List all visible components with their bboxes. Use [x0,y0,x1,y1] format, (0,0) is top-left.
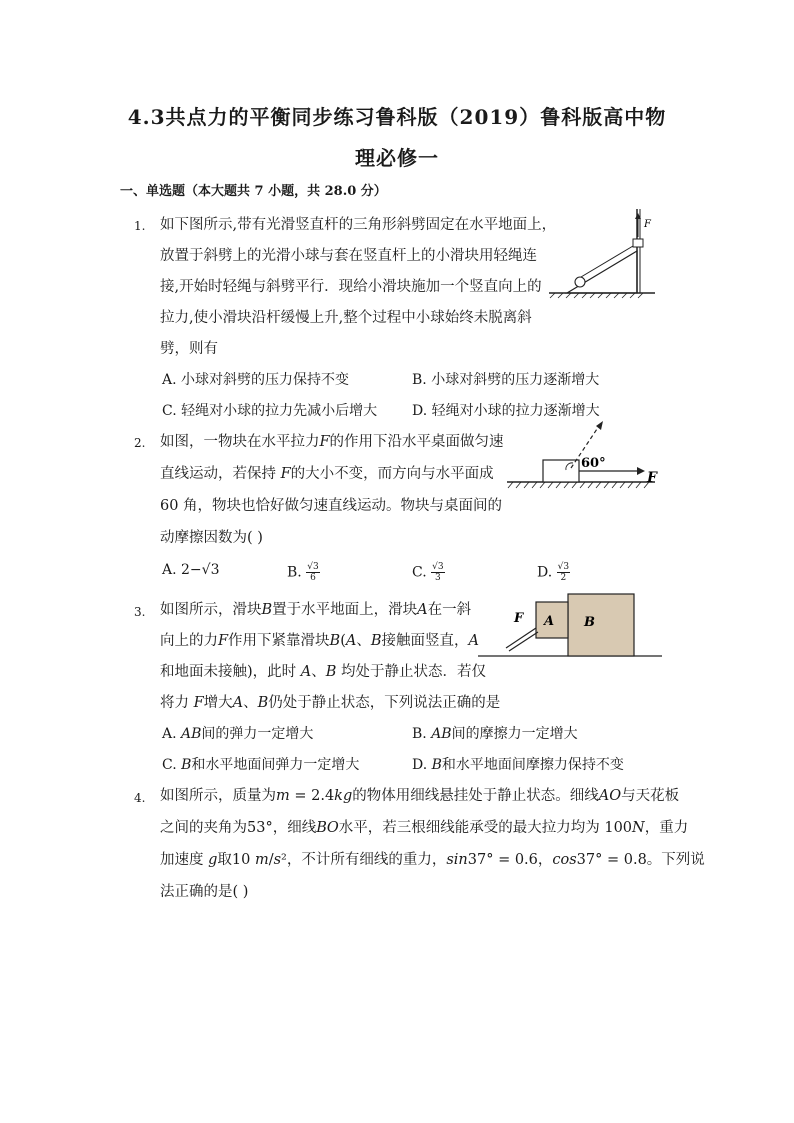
question-3-line-3: 和地面未接触)，此时 𝐴、𝐵 均处于静止状态．若仅 [160,664,487,680]
question-1-line-2: 放置于斜劈上的光滑小球与套在竖直杆上的小滑块用轻绳连 [160,248,537,264]
question-2-option-b-fraction [306,562,319,583]
question-3-option-a[interactable]: A. 𝐴𝐵间的弹力一定增大 [162,726,314,742]
fraction-numerator: √3 [307,562,319,572]
question-4-line-4: 法正确的是( ) [160,884,249,900]
question-4-line-1: 如图所示，质量为𝑚 = 2.4𝑘𝑔的物体用细线悬挂处于静止状态。细线𝐴𝑂与天花板 [160,788,680,804]
question-3-figure-b-label: B [584,615,595,630]
fraction-numerator: √3 [432,562,444,572]
question-1-figure-f-label: F [644,219,651,230]
section-header: 一、单选题（本大题共 7 小题，共 28.0 分） [120,184,387,199]
question-3-line-2: 向上的力𝐹作用下紧靠滑块𝐵(𝐴、𝐵接触面竖直，𝐴 [160,633,479,649]
question-3-option-d[interactable]: D. 𝐵和水平地面间摩擦力保持不变 [412,757,624,773]
question-3-line-4: 将力 𝐹增大𝐴、𝐵仍处于静止状态，下列说法正确的是 [160,695,501,711]
question-1-option-b[interactable]: B. 小球对斜劈的压力逐渐增大 [412,372,600,388]
question-2-option-b-prefix: B. [287,564,302,581]
question-3-figure [478,590,664,660]
question-2-figure [505,418,665,496]
question-2-number: 2. [134,436,146,450]
question-2-option-c-prefix: C. [412,564,427,581]
question-3-line-1: 如图所示，滑块𝐵置于水平地面上，滑块𝐴在一斜 [160,602,472,618]
question-2-option-d-fraction [557,562,570,583]
question-3-number: 3. [134,605,146,619]
question-1-option-a[interactable]: A. 小球对斜劈的压力保持不变 [162,372,350,388]
fraction-denominator: 6 [310,573,316,583]
question-4-number: 4. [134,791,146,805]
question-2-line-3: 60 角，物块也恰好做匀速直线运动。物块与桌面间的 [160,498,503,514]
question-2-option-c-fraction [431,562,444,583]
question-2-figure-f-label: F [647,470,657,486]
question-3-option-c[interactable]: C. 𝐵和水平地面间弹力一定增大 [162,757,360,773]
question-1-option-c[interactable]: C. 轻绳对小球的拉力先减小后增大 [162,403,378,419]
question-4-line-3: 加速度 𝑔取10 𝑚/𝑠²，不计所有细线的重力，𝑠𝑖𝑛37° = 0.6，𝑐𝑜𝑠37° = 0.8。下列说 [160,852,705,868]
question-1-option-d[interactable]: D. 轻绳对小球的拉力逐渐增大 [412,403,600,419]
fraction-denominator: 2 [560,573,567,583]
fraction-numerator: √3 [557,562,570,572]
question-2-option-b[interactable] [287,562,320,583]
question-1-line-5: 劈，则有 [160,341,218,357]
question-2-option-a[interactable]: A. 2−√3 [162,562,220,578]
document-title-line-1: 4.3共点力的平衡同步练习鲁科版（2019）鲁科版高中物 [127,105,667,129]
question-1-line-3: 接,开始时轻绳与斜劈平行．现给小滑块施加一个竖直向上的 [160,279,542,295]
document-title-line-2: 理必修一 [355,146,439,170]
question-3-option-b[interactable]: B. 𝐴𝐵间的摩擦力一定增大 [412,726,578,742]
question-3-figure-a-label: A [544,614,555,629]
question-1-line-4: 拉力,使小滑块沿杆缓慢上升,整个过程中小球始终未脱离斜 [160,310,532,326]
question-2-option-c[interactable] [412,562,445,583]
question-1-number: 1. [134,219,146,233]
question-2-line-2: 直线运动，若保持 𝐹的大小不变，而方向与水平面成 [160,466,494,482]
question-1-figure [545,205,665,300]
question-2-line-4: 动摩擦因数为( ) [160,530,263,546]
question-1-line-1: 如下图所示,带有光滑竖直杆的三角形斜劈固定在水平地面上， [160,217,557,233]
question-2-figure-angle: 60° [581,456,606,471]
question-3-figure-f-label: F [514,611,524,626]
fraction-denominator: 3 [434,573,441,583]
question-2-option-d[interactable] [537,562,570,583]
question-4-line-2: 之间的夹角为53°，细线𝐵𝑂水平，若三根细线能承受的最大拉力均为 100𝑁，重力 [160,820,689,836]
question-2-line-1: 如图，一物块在水平拉力𝐹的作用下沿水平桌面做匀速 [160,434,504,450]
question-2-option-d-prefix: D. [537,564,553,581]
